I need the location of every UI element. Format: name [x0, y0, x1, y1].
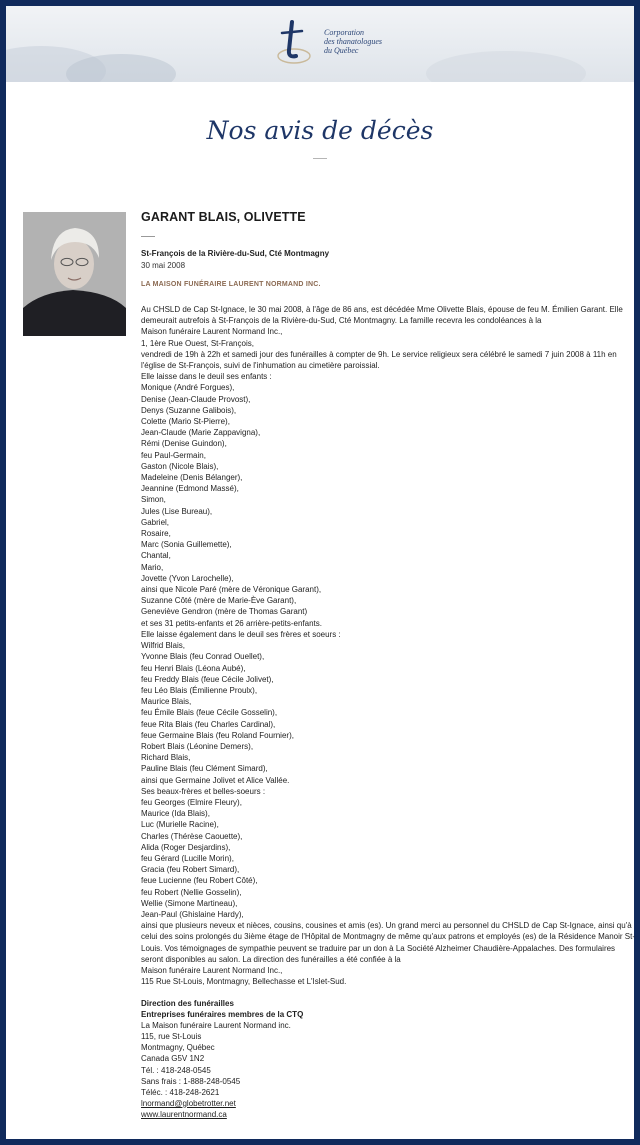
obituary-line: Jean-Paul (Ghislaine Hardy),	[141, 909, 244, 919]
logo-wordmark: Corporation des thanatologues du Québec	[324, 28, 382, 55]
funeral-home-label: LA MAISON FUNÉRAIRE LAURENT NORMAND INC.	[141, 281, 321, 288]
obituary-line: feu Émile Blais (feue Cécile Gosselin),	[141, 708, 278, 718]
ctq-logo-icon[interactable]	[272, 16, 316, 68]
obituary-line: Geneviève Gendron (mère de Thomas Garant)	[141, 607, 308, 617]
obituary-line: Jean-Claude (Marie Zappavigna),	[141, 428, 261, 438]
email-link[interactable]: lnormand@globetrotter.net	[141, 1098, 236, 1108]
obituary-line: ainsi que Nicole Paré (mère de Véronique Garant),	[141, 585, 322, 595]
obituary-text	[141, 304, 635, 987]
obituary-line: feu Paul-Germain,	[141, 450, 206, 460]
obituary-line: Denise (Jean-Claude Provost),	[141, 394, 251, 404]
location: St-François de la Rivière-du-Sud, Cté Montmagny	[141, 249, 330, 258]
obituary-line: Au CHSLD de Cap St-Ignace, le 30 mai 2008, à l'âge de 86 ans, est décédée Mme Olivette Blais, épouse de feu M. Émilien Garant. Elle	[141, 305, 623, 314]
title-divider	[313, 158, 327, 159]
obituary-line: Suzanne Côté (mère de Marie-Ève Garant),	[141, 596, 297, 606]
toll-free: Sans frais : 1-888-248-0545	[141, 1076, 241, 1086]
obituary-line: Maurice (Ida Blais),	[141, 809, 210, 819]
obituary-line: feu Léo Blais (Émilienne Proulx),	[141, 685, 258, 695]
deceased-photo	[23, 212, 126, 336]
obituary-line: Monique (André Forgues),	[141, 383, 235, 393]
obituary-line: feu Henri Blais (Léona Aubé),	[141, 663, 246, 673]
death-date: 30 mai 2008	[141, 261, 186, 270]
obituary-line: Elle laisse dans le deuil ses enfants :	[141, 372, 272, 382]
obituary-line: vendredi de 19h à 22h et samedi jour des funérailles à compter de 9h. Le service religieux sera célébré le samedi 7 juin 2008 à 11h en	[141, 349, 617, 359]
obituary-line: feue Germaine Blais (feu Roland Fournier),	[141, 730, 294, 740]
obituary-line: Alida (Roger Desjardins),	[141, 842, 231, 852]
website-link[interactable]: www.laurentnormand.ca	[141, 1109, 227, 1119]
obituary-line: Gracia (feu Robert Simard),	[141, 865, 240, 875]
obituary-line: Ses beaux-frères et belles-soeurs :	[141, 786, 266, 796]
obituary-line: Luc (Murielle Racine),	[141, 820, 219, 830]
obituary-line: celui des soins prolongés du 3ième étage de l'Hôpital de Montmagny de même qu'aux patrons et employés (es) de la Résidence Manoir St-	[141, 932, 635, 942]
obituary-line: Madeleine (Denis Bélanger),	[141, 473, 243, 483]
obituary-line: seront disponibles au salon. La direction des funérailles a été confiée à la	[141, 954, 401, 964]
obituary-line: Jeannine (Edmond Massé),	[141, 484, 239, 494]
obituary-line: Wellie (Simone Martineau),	[141, 898, 238, 908]
telephone: Tél. : 418-248-0545	[141, 1065, 211, 1075]
obituary-line: Charles (Thérèse Caouette),	[141, 831, 243, 841]
obituary-line: Rosaire,	[141, 529, 171, 539]
obituary-line: Maison funéraire Laurent Normand Inc.,	[141, 965, 283, 975]
obituary-line: Denys (Suzanne Galibois),	[141, 405, 237, 415]
obituary-line: Jovette (Yvon Larochelle),	[141, 573, 234, 583]
obituary-line: Chantal,	[141, 551, 171, 561]
obituary-line: 1, 1ère Rue Ouest, St-François,	[141, 338, 254, 348]
obituary-line: feu Georges (Elmire Fleury),	[141, 797, 242, 807]
obituary-line: Pauline Blais (feu Clément Simard),	[141, 764, 268, 774]
obituary-line: Marc (Sonia Guillemette),	[141, 540, 232, 550]
obituary-line: Simon,	[141, 495, 166, 505]
obituary-line: 115 Rue St-Louis, Montmagny, Bellechasse et L'Islet-Sud.	[141, 977, 347, 987]
obituary-line: Rémi (Denise Guindon),	[141, 439, 227, 449]
obituary-line: ainsi que plusieurs neveux et nièces, cousins, cousines et amis (es). Un grand merci au personnel du CHSLD de Cap St-Ignace, ainsi qu'à	[141, 921, 632, 931]
company-name: La Maison funéraire Laurent Normand inc.	[141, 1021, 291, 1031]
postal-code: Canada G5V 1N2	[141, 1054, 205, 1064]
obituary-line: feu Freddy Blais (feue Cécile Jolivet),	[141, 674, 274, 684]
page-title: Nos avis de décès	[206, 116, 434, 145]
deceased-name: GARANT BLAIS, OLIVETTE	[141, 210, 306, 224]
contact-subheading: Entreprises funéraires membres de la CTQ	[141, 1010, 304, 1020]
obituary-line: Yvonne Blais (feu Conrad Ouellet),	[141, 652, 265, 662]
obituary-line: Louis. Vos témoignages de sympathie peuvent se traduire par un don à La Société Alzheimer Chaudière-Appalaches. Des formulaires	[141, 943, 616, 953]
obituary-line: Elle laisse également dans le deuil ses frères et soeurs :	[141, 629, 341, 639]
obituary-line: Gaston (Nicole Blais),	[141, 461, 219, 471]
obituary-line: demeurait autrefois à St-François de la Rivière-du-Sud, Cté Montmagny. La famille recevra les condoléances à la	[141, 316, 542, 326]
obituary-line: Jules (Lise Bureau),	[141, 506, 213, 516]
obituary-line: l'église de St-François, suivi de l'inhumation au cimetière paroissial.	[141, 361, 380, 371]
header-banner	[6, 6, 634, 82]
fax: Téléc. : 418-248-2621	[141, 1087, 220, 1097]
obituary-line: Maison funéraire Laurent Normand Inc.,	[141, 327, 283, 337]
contact-heading: Direction des funérailles	[141, 999, 234, 1008]
obituary-line: Wilfrid Blais,	[141, 641, 186, 651]
obituary-line: Mario,	[141, 562, 164, 572]
obituary-line: Colette (Mario St-Pierre),	[141, 417, 230, 427]
obituary-line: feu Gérard (Lucille Morin),	[141, 853, 234, 863]
name-divider	[141, 236, 155, 237]
city: Montmagny, Québec	[141, 1043, 215, 1053]
street-address: 115, rue St-Louis	[141, 1032, 202, 1042]
obituary-line: et ses 31 petits-enfants et 26 arrière-petits-enfants.	[141, 618, 322, 628]
obituary-line: Gabriel,	[141, 517, 170, 527]
obituary-line: feu Robert (Nellie Gosselin),	[141, 887, 242, 897]
obituary-line: feue Lucienne (feu Robert Côté),	[141, 876, 258, 886]
obituary-line: feue Rita Blais (feu Charles Cardinal),	[141, 719, 276, 729]
obituary-line: ainsi que Germaine Jolivet et Alice Vallée.	[141, 775, 290, 785]
contact-block	[141, 998, 621, 1120]
obituary-line: Maurice Blais,	[141, 697, 192, 707]
obituary-line: Richard Blais,	[141, 753, 191, 763]
obituary-line: Robert Blais (Léonine Demers),	[141, 741, 254, 751]
